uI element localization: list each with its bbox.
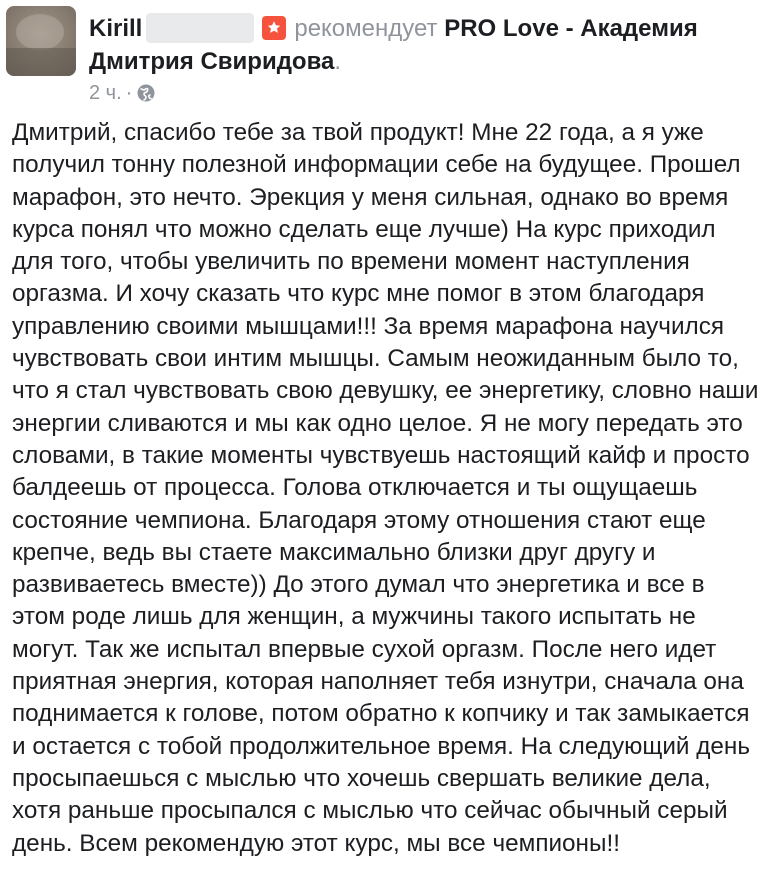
recommendation-icon: [262, 16, 286, 40]
name-redaction: [146, 13, 254, 43]
post-header: [89, 12, 749, 78]
post-body-text: Дмитрий, спасибо тебе за твой продукт! Мне 22 года, а я уже получил тонну полезной информации себе на будущее. Прошел марафон, это нечто. Эрекция у меня сильная, однако во время курса понял что можно сделать еще лучше) На курс приходил для того, чтобы увеличить по времени момент наступления оргазма. И хочу сказать что курс мне помог в этом благодаря управлению своими мышцами!!! За время марафона научился чувствовать свои интим мышцы. Самым неожиданным было то, что я стал чувствовать свою девушку, ее энергетику, словно наши энергии сливаются и мы как одно целое. Я не могу передать это словами, в такие моменты чувствуешь настоящий кайф и просто балдеешь от процесса. Голова отключается и ты ощущаешь состояние чемпиона. Благодаря этому отношения стают еще крепче, ведь вы стаете максимально близки друг другу и развиваетесь вместе)) До этого думал что энергетика и все в этом роде лишь для женщин, а мужчины такого испытать не могут. Так же испытал впервые сухой оргазм. После него идет приятная энергия, которая наполняет тебя изнутри, сначала она поднимается к голове, потом обратно к копчику и так замыкается и остается с тобой продолжительное время. На следующий день просыпаешься с мыслью что хочешь свершать великие дела, хотя раньше просыпался с мыслью что сейчас обычный серый день. Всем рекомендую этот курс, мы все чемпионы!!: [12, 119, 759, 857]
avatar[interactable]: [6, 6, 76, 76]
avatar-blur-top: [16, 14, 64, 50]
author-name[interactable]: Kirill: [89, 15, 143, 42]
avatar-blur-bottom: [6, 48, 76, 76]
timestamp[interactable]: 2 ч.: [89, 82, 122, 104]
trailing-punctuation: .: [334, 48, 342, 75]
meta-separator: ·: [125, 82, 133, 104]
post-meta: [89, 80, 156, 106]
page-name-link[interactable]: PRO Love - Академия Дмитрия Свиридова: [89, 15, 698, 75]
globe-icon[interactable]: [136, 83, 156, 103]
action-text: рекомендует: [294, 15, 438, 42]
